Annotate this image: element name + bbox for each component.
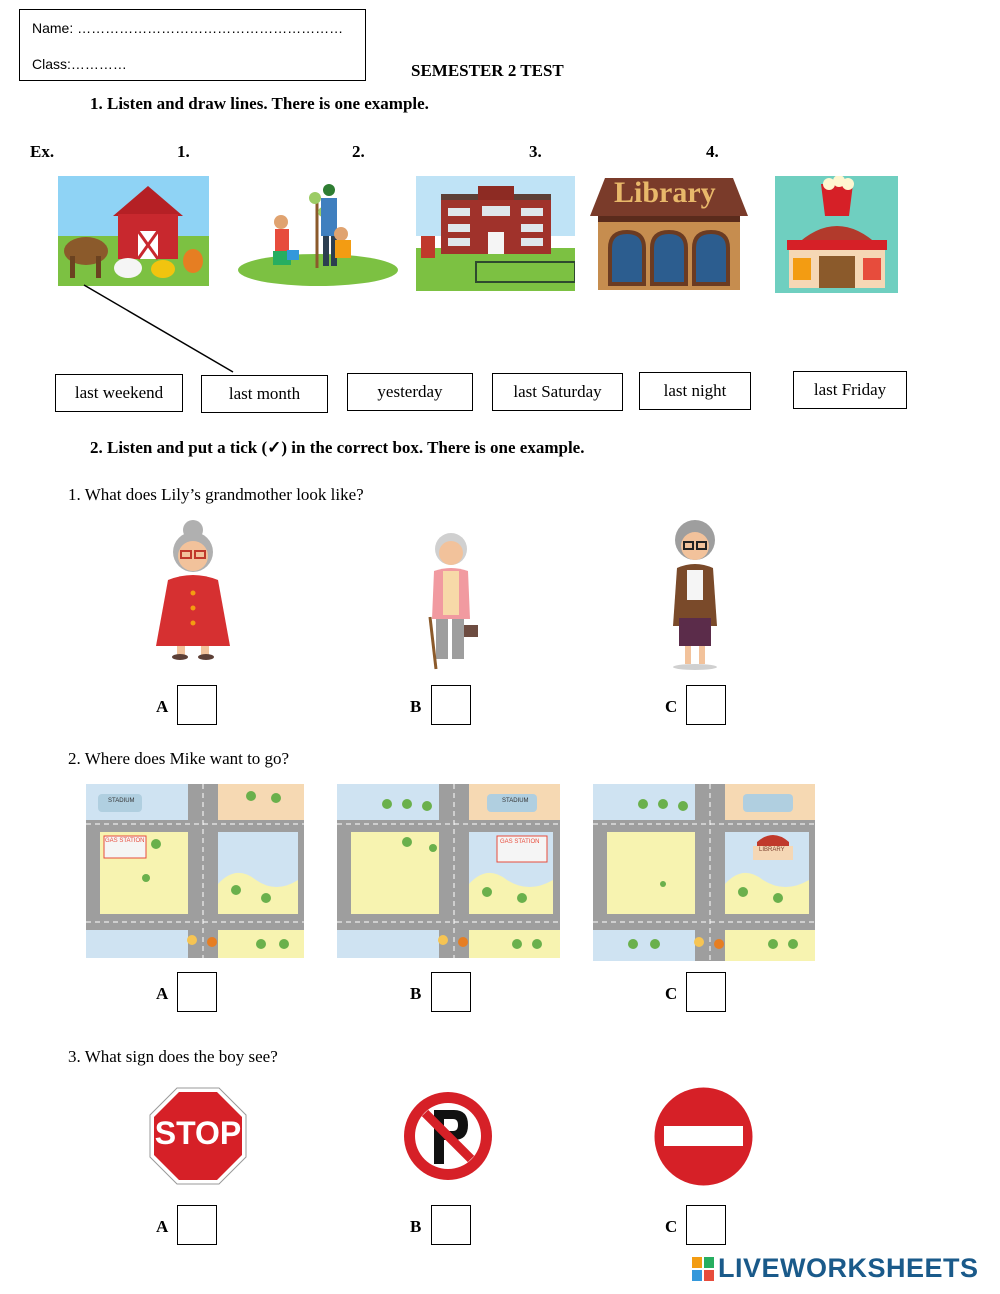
q2-option-a-label: A — [156, 984, 169, 1003]
word-box-6[interactable]: last Friday — [793, 371, 907, 409]
q3-option-c-checkbox[interactable] — [686, 1205, 726, 1245]
map-option-c-picture — [593, 784, 815, 961]
stop-sign-picture — [148, 1086, 248, 1186]
page-title: SEMESTER 2 TEST — [411, 61, 564, 80]
word-box-4[interactable]: last Saturday — [492, 373, 623, 411]
question-3: 3. What sign does the boy see? — [68, 1047, 278, 1066]
label-4: 4. — [706, 142, 719, 161]
section2-instruction: 2. Listen and put a tick (✓) in the correct box. There is one example. — [90, 438, 585, 457]
map-a-stadium-label: STADIUM — [108, 798, 135, 804]
no-entry-sign-picture — [654, 1087, 753, 1186]
stop-sign-text: STOP — [154, 1115, 242, 1151]
label-1: 1. — [177, 142, 190, 161]
question-2: 2. Where does Mike want to go? — [68, 749, 290, 768]
q3-option-a-label: A — [156, 1217, 169, 1236]
no-parking-sign-picture — [402, 1090, 494, 1182]
word-box-5[interactable]: last night — [639, 372, 751, 410]
section1-instruction: 1. Listen and draw lines. There is one example. — [90, 94, 429, 113]
map-b-stadium-label: STADIUM — [502, 798, 529, 804]
q2-option-c-label: C — [665, 984, 678, 1003]
q1-option-a-checkbox[interactable] — [177, 685, 217, 725]
map-c-library-label: LIBRARY — [759, 847, 785, 853]
label-2: 2. — [352, 142, 365, 161]
library-sign: Library — [614, 176, 716, 209]
map-option-a-picture — [86, 784, 304, 958]
q2-option-b-checkbox[interactable] — [431, 972, 471, 1012]
q3-option-a-checkbox[interactable] — [177, 1205, 217, 1245]
grandmother-option-b-picture — [420, 529, 482, 671]
word-box-2[interactable]: last month — [201, 375, 328, 413]
name-field[interactable]: Name: ………………………………………………… — [32, 20, 344, 36]
q1-option-a-label: A — [156, 697, 169, 716]
grandmother-option-c-picture — [665, 518, 725, 671]
label-example: Ex. — [30, 142, 55, 161]
label-3: 3. — [529, 142, 542, 161]
class-field[interactable]: Class:………… — [32, 56, 127, 72]
q1-option-b-label: B — [410, 697, 422, 716]
q3-option-c-label: C — [665, 1217, 678, 1236]
q3-option-b-label: B — [410, 1217, 422, 1236]
map-b-gas-station-label: GAS STATION — [500, 839, 540, 845]
q1-option-c-label: C — [665, 697, 678, 716]
liveworksheets-logo-icon — [692, 1257, 714, 1281]
map-option-b-picture — [337, 784, 560, 958]
word-box-3[interactable]: yesterday — [347, 373, 473, 411]
q2-option-b-label: B — [410, 984, 422, 1003]
q1-option-b-checkbox[interactable] — [431, 685, 471, 725]
word-box-1[interactable]: last weekend — [55, 374, 183, 412]
q2-option-a-checkbox[interactable] — [177, 972, 217, 1012]
grandmother-option-a-picture — [152, 518, 234, 660]
q3-option-b-checkbox[interactable] — [431, 1205, 471, 1245]
q2-option-c-checkbox[interactable] — [686, 972, 726, 1012]
map-a-gas-station-label: GAS STATION — [105, 838, 145, 844]
example-match-line — [0, 0, 1000, 400]
q1-option-c-checkbox[interactable] — [686, 685, 726, 725]
question-1: 1. What does Lily’s grandmother look like? — [68, 485, 364, 504]
liveworksheets-brand[interactable]: LIVEWORKSHEETS — [718, 1253, 979, 1283]
